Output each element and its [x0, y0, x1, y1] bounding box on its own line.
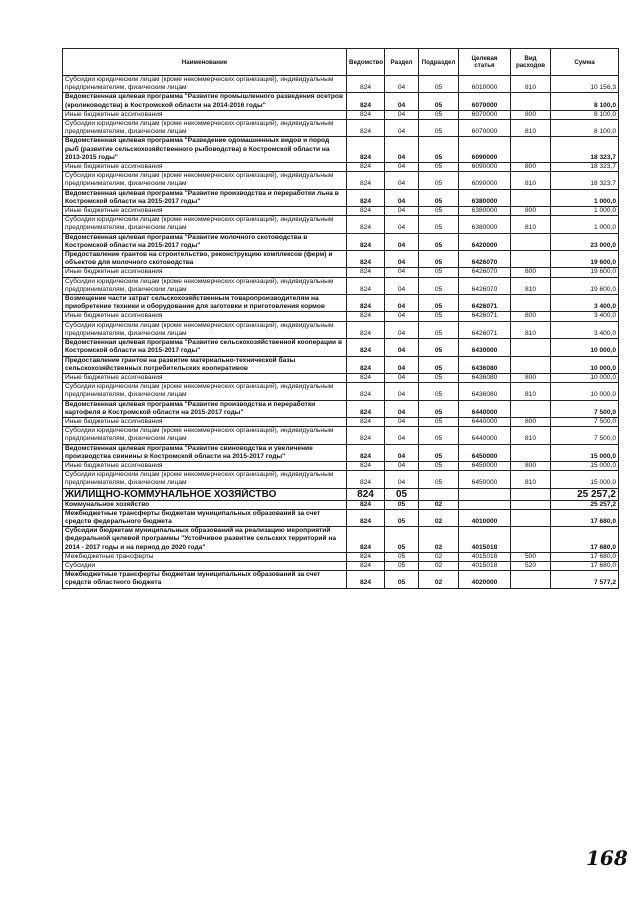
cell-summa: 18 323,7: [551, 172, 619, 189]
cell-celevaya-statya: 6426070: [459, 277, 511, 294]
table-row: [63, 500, 619, 509]
cell-razdel: 05: [385, 527, 419, 553]
table-row: [63, 561, 619, 570]
cell-podrazdel: 05: [419, 163, 459, 172]
cell-name: Субсидии юридическим лицам (кроме некоммерческих организаций), индивидуальным предпринимателям, физическим лицам: [63, 383, 347, 400]
cell-vid-rashodov: 810: [511, 120, 551, 137]
table-row: [63, 312, 619, 321]
cell-summa: 1 000,0: [551, 189, 619, 206]
cell-vedomstvo: 824: [347, 383, 385, 400]
cell-celevaya-statya: 6450000: [459, 471, 511, 488]
cell-vid-rashodov: 810: [511, 216, 551, 233]
cell-vedomstvo: 824: [347, 509, 385, 526]
budget-table-container: [62, 48, 618, 589]
table-row: [63, 76, 619, 93]
table-header-row: [63, 49, 619, 76]
cell-summa: 3 400,0: [551, 295, 619, 312]
cell-podrazdel: 05: [419, 233, 459, 250]
cell-podrazdel: 05: [419, 207, 459, 216]
cell-razdel: 05: [385, 500, 419, 509]
header-razdel: Раздел: [385, 49, 419, 76]
cell-name: Иные бюджетные ассигнования: [63, 163, 347, 172]
table-row: [63, 400, 619, 417]
cell-vid-rashodov: 800: [511, 110, 551, 119]
cell-vedomstvo: 824: [347, 251, 385, 268]
cell-vid-rashodov: 800: [511, 268, 551, 277]
cell-name: Иные бюджетные ассигнования: [63, 373, 347, 382]
table-row: [63, 295, 619, 312]
table-row: [63, 339, 619, 356]
cell-razdel: 04: [385, 471, 419, 488]
cell-celevaya-statya: 6426070: [459, 268, 511, 277]
cell-vedomstvo: 824: [347, 189, 385, 206]
cell-name: Иные бюджетные ассигнования: [63, 461, 347, 470]
cell-razdel: 04: [385, 207, 419, 216]
cell-razdel: 04: [385, 93, 419, 110]
cell-podrazdel: 05: [419, 137, 459, 163]
cell-celevaya-statya: 6090000: [459, 137, 511, 163]
cell-vedomstvo: 824: [347, 295, 385, 312]
cell-vedomstvo: 824: [347, 163, 385, 172]
cell-vid-rashodov: [511, 571, 551, 588]
cell-name: Субсидии юридическим лицам (кроме некоммерческих организаций), индивидуальным предпринимателям, физическим лицам: [63, 427, 347, 444]
cell-razdel: 04: [385, 110, 419, 119]
cell-celevaya-statya: 6010000: [459, 76, 511, 93]
cell-razdel: 05: [385, 488, 419, 500]
cell-razdel: 04: [385, 339, 419, 356]
cell-name: Субсидии юридическим лицам (кроме некоммерческих организаций), индивидуальным предпринимателям, физическим лицам: [63, 216, 347, 233]
cell-razdel: 04: [385, 400, 419, 417]
header-celevaya-statya: Целевая статья: [459, 49, 511, 76]
cell-podrazdel: 05: [419, 373, 459, 382]
cell-vid-rashodov: 800: [511, 461, 551, 470]
cell-razdel: 04: [385, 251, 419, 268]
cell-vid-rashodov: 810: [511, 172, 551, 189]
cell-podrazdel: 05: [419, 427, 459, 444]
cell-vedomstvo: 824: [347, 400, 385, 417]
cell-vedomstvo: 824: [347, 110, 385, 119]
cell-podrazdel: 05: [419, 268, 459, 277]
cell-name: Иные бюджетные ассигнования: [63, 207, 347, 216]
cell-name: Ведомственная целевая программа "Развитие промышленного разведения осетров (кролиководства) в Костромской области на 2014-2016 годы": [63, 93, 347, 110]
cell-celevaya-statya: 4015018: [459, 552, 511, 561]
cell-name: Субсидии бюджетам муниципальных образований на реализацию мероприятий федеральной целевой программы "Устойчивое развитие сельских территорий на 2014 - 2017 годы и на период до 2020 года": [63, 527, 347, 553]
cell-vedomstvo: 824: [347, 137, 385, 163]
cell-summa: 10 156,3: [551, 76, 619, 93]
cell-celevaya-statya: 6420000: [459, 233, 511, 250]
cell-name: Иные бюджетные ассигнования: [63, 312, 347, 321]
cell-vedomstvo: 824: [347, 373, 385, 382]
cell-vid-rashodov: [511, 295, 551, 312]
cell-summa: 17 680,0: [551, 561, 619, 570]
cell-vedomstvo: 824: [347, 444, 385, 461]
cell-razdel: 04: [385, 216, 419, 233]
cell-vedomstvo: 824: [347, 277, 385, 294]
cell-summa: 18 323,7: [551, 163, 619, 172]
cell-summa: 10 000,0: [551, 356, 619, 373]
cell-celevaya-statya: 4015018: [459, 561, 511, 570]
cell-razdel: 04: [385, 383, 419, 400]
cell-razdel: 04: [385, 461, 419, 470]
cell-summa: 1 000,0: [551, 207, 619, 216]
cell-summa: 8 100,0: [551, 110, 619, 119]
cell-podrazdel: 05: [419, 172, 459, 189]
cell-summa: 8 100,0: [551, 120, 619, 137]
cell-summa: 7 500,0: [551, 427, 619, 444]
cell-vid-rashodov: 500: [511, 552, 551, 561]
cell-vid-rashodov: 810: [511, 471, 551, 488]
cell-vid-rashodov: 800: [511, 373, 551, 382]
header-name: Наименование: [63, 49, 347, 76]
cell-podrazdel: 05: [419, 383, 459, 400]
cell-razdel: 04: [385, 321, 419, 338]
cell-summa: 19 600,0: [551, 251, 619, 268]
table-row: [63, 427, 619, 444]
cell-razdel: 05: [385, 509, 419, 526]
cell-vedomstvo: 824: [347, 471, 385, 488]
cell-summa: 10 000,0: [551, 383, 619, 400]
cell-vid-rashodov: [511, 509, 551, 526]
cell-celevaya-statya: 6450000: [459, 444, 511, 461]
table-row: [63, 110, 619, 119]
cell-vid-rashodov: 800: [511, 417, 551, 426]
cell-vid-rashodov: [511, 500, 551, 509]
cell-summa: 10 000,0: [551, 373, 619, 382]
cell-vedomstvo: 824: [347, 207, 385, 216]
cell-name: Субсидии юридическим лицам (кроме некоммерческих организаций), индивидуальным предпринимателям, физическим лицам: [63, 321, 347, 338]
cell-vedomstvo: 824: [347, 339, 385, 356]
header-vid-rashodov: Вид расходов: [511, 49, 551, 76]
cell-podrazdel: 05: [419, 76, 459, 93]
cell-razdel: 04: [385, 427, 419, 444]
table-row: [63, 163, 619, 172]
cell-podrazdel: 05: [419, 120, 459, 137]
cell-razdel: 04: [385, 189, 419, 206]
cell-vedomstvo: 824: [347, 76, 385, 93]
cell-razdel: 04: [385, 172, 419, 189]
cell-vid-rashodov: [511, 137, 551, 163]
table-row: [63, 527, 619, 553]
cell-name: Субсидии юридическим лицам (кроме некоммерческих организаций), индивидуальным предпринимателям, физическим лицам: [63, 172, 347, 189]
cell-celevaya-statya: 6380000: [459, 216, 511, 233]
cell-vedomstvo: 824: [347, 268, 385, 277]
cell-summa: 3 400,0: [551, 312, 619, 321]
cell-summa: 15 000,0: [551, 461, 619, 470]
table-row: [63, 277, 619, 294]
cell-vid-rashodov: [511, 444, 551, 461]
table-row: [63, 461, 619, 470]
cell-summa: 17 680,0: [551, 509, 619, 526]
cell-vid-rashodov: 810: [511, 427, 551, 444]
cell-podrazdel: 02: [419, 571, 459, 588]
cell-name: Коммунальное хозяйство: [63, 500, 347, 509]
cell-celevaya-statya: 6440000: [459, 400, 511, 417]
cell-summa: 25 257,2: [551, 500, 619, 509]
cell-vedomstvo: 824: [347, 500, 385, 509]
cell-razdel: 04: [385, 312, 419, 321]
cell-razdel: 04: [385, 120, 419, 137]
cell-vedomstvo: 824: [347, 172, 385, 189]
cell-name: Ведомственная целевая программа "Разведение одомашненных видов и пород рыб (развитие сельскохозяйственного рыбоводства) в Костромской области на 2013-2015 годы": [63, 137, 347, 163]
table-row: [63, 207, 619, 216]
cell-name: Ведомственная целевая программа "Развитие производства и переработки льна в Костромской области на 2015-2017 годы": [63, 189, 347, 206]
cell-podrazdel: 05: [419, 277, 459, 294]
table-row: [63, 488, 619, 500]
cell-celevaya-statya: 6380000: [459, 189, 511, 206]
table-row: [63, 321, 619, 338]
cell-celevaya-statya: 6070000: [459, 110, 511, 119]
cell-name: Предоставление грантов на строительство, реконструкцию комплексов (ферм) и объектов для молочного скотоводства: [63, 251, 347, 268]
table-row: [63, 444, 619, 461]
cell-celevaya-statya: 6430000: [459, 339, 511, 356]
cell-summa: 3 400,0: [551, 321, 619, 338]
cell-name: Иные бюджетные ассигнования: [63, 417, 347, 426]
table-row: [63, 216, 619, 233]
cell-vid-rashodov: [511, 527, 551, 553]
cell-name: Предоставление грантов на развитие материально-технической базы сельскохозяйственных потребительских кооперативов: [63, 356, 347, 373]
cell-razdel: 04: [385, 356, 419, 373]
table-row: [63, 356, 619, 373]
table-row: [63, 373, 619, 382]
header-podrazdel: Подраздел: [419, 49, 459, 76]
cell-name: Субсидии юридическим лицам (кроме некоммерческих организаций), индивидуальным предпринимателям, физическим лицам: [63, 471, 347, 488]
cell-podrazdel: 05: [419, 251, 459, 268]
cell-podrazdel: 02: [419, 527, 459, 553]
cell-celevaya-statya: [459, 488, 511, 500]
cell-summa: 1 000,0: [551, 216, 619, 233]
cell-vid-rashodov: 810: [511, 383, 551, 400]
cell-razdel: 04: [385, 295, 419, 312]
table-row: [63, 268, 619, 277]
cell-celevaya-statya: 6070000: [459, 120, 511, 137]
cell-razdel: 04: [385, 417, 419, 426]
cell-celevaya-statya: 6090000: [459, 172, 511, 189]
cell-celevaya-statya: [459, 500, 511, 509]
cell-celevaya-statya: 4020000: [459, 571, 511, 588]
table-row: [63, 509, 619, 526]
cell-podrazdel: 05: [419, 461, 459, 470]
cell-celevaya-statya: 6440000: [459, 417, 511, 426]
cell-razdel: 04: [385, 233, 419, 250]
cell-podrazdel: 05: [419, 189, 459, 206]
table-row: [63, 93, 619, 110]
cell-vid-rashodov: [511, 93, 551, 110]
cell-vid-rashodov: 520: [511, 561, 551, 570]
cell-vedomstvo: 824: [347, 93, 385, 110]
cell-vedomstvo: 824: [347, 120, 385, 137]
cell-podrazdel: [419, 488, 459, 500]
cell-podrazdel: 05: [419, 216, 459, 233]
cell-celevaya-statya: 6436080: [459, 373, 511, 382]
cell-summa: 23 000,0: [551, 233, 619, 250]
cell-razdel: 04: [385, 137, 419, 163]
cell-vedomstvo: 824: [347, 488, 385, 500]
cell-celevaya-statya: 6440000: [459, 427, 511, 444]
cell-name: Субсидии юридическим лицам (кроме некоммерческих организаций), индивидуальным предпринимателям, физическим лицам: [63, 277, 347, 294]
cell-name: ЖИЛИЩНО-КОММУНАЛЬНОЕ ХОЗЯЙСТВО: [63, 488, 347, 500]
cell-vedomstvo: 824: [347, 571, 385, 588]
cell-razdel: 04: [385, 277, 419, 294]
cell-vedomstvo: 824: [347, 233, 385, 250]
cell-vedomstvo: 824: [347, 552, 385, 561]
cell-podrazdel: 02: [419, 509, 459, 526]
cell-celevaya-statya: 6380000: [459, 207, 511, 216]
cell-name: Субсидии: [63, 561, 347, 570]
cell-podrazdel: 05: [419, 400, 459, 417]
cell-razdel: 05: [385, 552, 419, 561]
cell-podrazdel: 05: [419, 444, 459, 461]
table-row: [63, 189, 619, 206]
cell-celevaya-statya: 6426070: [459, 251, 511, 268]
cell-name: Субсидии юридическим лицам (кроме некоммерческих организаций), индивидуальным предпринимателям, физическим лицам: [63, 76, 347, 93]
cell-celevaya-statya: 6426071: [459, 295, 511, 312]
cell-celevaya-statya: 6090000: [459, 163, 511, 172]
cell-vedomstvo: 824: [347, 427, 385, 444]
cell-name: Иные бюджетные ассигнования: [63, 268, 347, 277]
table-row: [63, 571, 619, 588]
cell-podrazdel: 02: [419, 500, 459, 509]
cell-name: Иные бюджетные ассигнования: [63, 110, 347, 119]
header-summa: Сумма: [551, 49, 619, 76]
cell-vedomstvo: 824: [347, 417, 385, 426]
cell-celevaya-statya: 6436080: [459, 356, 511, 373]
cell-celevaya-statya: 6426071: [459, 321, 511, 338]
cell-podrazdel: 05: [419, 321, 459, 338]
cell-vid-rashodov: [511, 400, 551, 417]
table-body: [63, 76, 619, 589]
cell-vid-rashodov: 800: [511, 207, 551, 216]
cell-name: Ведомственная целевая программа "Развитие молочного скотоводства в Костромской области на 2015-2017 годы": [63, 233, 347, 250]
cell-summa: 17 680,0: [551, 552, 619, 561]
cell-name: Возмещение части затрат сельскохозяйственным товаропроизводителям на приобретение техники и оборудования для заготовки и приготовления кормов: [63, 295, 347, 312]
table-row: [63, 251, 619, 268]
cell-vid-rashodov: [511, 251, 551, 268]
cell-summa: 25 257,2: [551, 488, 619, 500]
cell-celevaya-statya: 4010000: [459, 509, 511, 526]
cell-vedomstvo: 824: [347, 216, 385, 233]
cell-summa: 18 323,7: [551, 137, 619, 163]
cell-vid-rashodov: 810: [511, 76, 551, 93]
cell-vid-rashodov: [511, 233, 551, 250]
cell-celevaya-statya: 6426071: [459, 312, 511, 321]
cell-podrazdel: 05: [419, 110, 459, 119]
cell-name: Субсидии юридическим лицам (кроме некоммерческих организаций), индивидуальным предпринимателям, физическим лицам: [63, 120, 347, 137]
cell-summa: 15 000,0: [551, 471, 619, 488]
cell-name: Межбюджетные трансферты бюджетам муниципальных образований за счет средств федерального бюджета: [63, 509, 347, 526]
cell-vedomstvo: 824: [347, 561, 385, 570]
cell-razdel: 05: [385, 571, 419, 588]
cell-summa: 19 600,0: [551, 268, 619, 277]
cell-razdel: 04: [385, 373, 419, 382]
table-row: [63, 417, 619, 426]
cell-razdel: 04: [385, 268, 419, 277]
cell-vid-rashodov: 800: [511, 163, 551, 172]
cell-name: Межбюджетные трансферты бюджетам муниципальных образований за счет средств областного бюджета: [63, 571, 347, 588]
cell-podrazdel: 05: [419, 93, 459, 110]
cell-name: Ведомственная целевая программа "Развитие сельскохозяйственной кооперации в Костромской области на 2015-2017 годы": [63, 339, 347, 356]
cell-celevaya-statya: 6070000: [459, 93, 511, 110]
table-row: [63, 471, 619, 488]
cell-name: Ведомственная целевая программа "Развитие производства и переработки картофеля в Костромской области на 2015-2017 годы": [63, 400, 347, 417]
cell-podrazdel: 02: [419, 561, 459, 570]
table-row: [63, 172, 619, 189]
table-row: [63, 137, 619, 163]
header-vedomstvo: Ведомство: [347, 49, 385, 76]
cell-razdel: 05: [385, 561, 419, 570]
cell-summa: 10 000,0: [551, 339, 619, 356]
cell-vid-rashodov: [511, 488, 551, 500]
cell-podrazdel: 05: [419, 312, 459, 321]
cell-summa: 15 000,0: [551, 444, 619, 461]
cell-vedomstvo: 824: [347, 461, 385, 470]
cell-razdel: 04: [385, 76, 419, 93]
cell-vid-rashodov: 800: [511, 312, 551, 321]
cell-vedomstvo: 824: [347, 356, 385, 373]
cell-summa: 8 100,0: [551, 93, 619, 110]
cell-vedomstvo: 824: [347, 527, 385, 553]
cell-vid-rashodov: 810: [511, 277, 551, 294]
budget-table: [62, 48, 619, 589]
cell-podrazdel: 05: [419, 471, 459, 488]
cell-summa: 7 500,0: [551, 417, 619, 426]
cell-vedomstvo: 824: [347, 321, 385, 338]
cell-name: Межбюджетные трансферты: [63, 552, 347, 561]
cell-summa: 7 500,0: [551, 400, 619, 417]
cell-summa: 17 680,0: [551, 527, 619, 553]
table-row: [63, 383, 619, 400]
cell-summa: 19 600,0: [551, 277, 619, 294]
cell-podrazdel: 05: [419, 417, 459, 426]
cell-podrazdel: 05: [419, 339, 459, 356]
cell-vid-rashodov: [511, 339, 551, 356]
cell-summa: 7 577,2: [551, 571, 619, 588]
cell-razdel: 04: [385, 163, 419, 172]
cell-celevaya-statya: 4015018: [459, 527, 511, 553]
cell-vid-rashodov: [511, 356, 551, 373]
cell-vid-rashodov: [511, 189, 551, 206]
cell-name: Ведомственная целевая программа "Развитие свиноводства и увеличение производства свинины в Костромской области на 2015-2017 годы": [63, 444, 347, 461]
cell-podrazdel: 05: [419, 295, 459, 312]
cell-podrazdel: 02: [419, 552, 459, 561]
cell-celevaya-statya: 6436080: [459, 383, 511, 400]
table-row: [63, 233, 619, 250]
cell-vedomstvo: 824: [347, 312, 385, 321]
page-number: 168: [586, 846, 628, 870]
cell-podrazdel: 05: [419, 356, 459, 373]
cell-celevaya-statya: 6450000: [459, 461, 511, 470]
table-row: [63, 120, 619, 137]
cell-vid-rashodov: 810: [511, 321, 551, 338]
cell-razdel: 04: [385, 444, 419, 461]
table-row: [63, 552, 619, 561]
